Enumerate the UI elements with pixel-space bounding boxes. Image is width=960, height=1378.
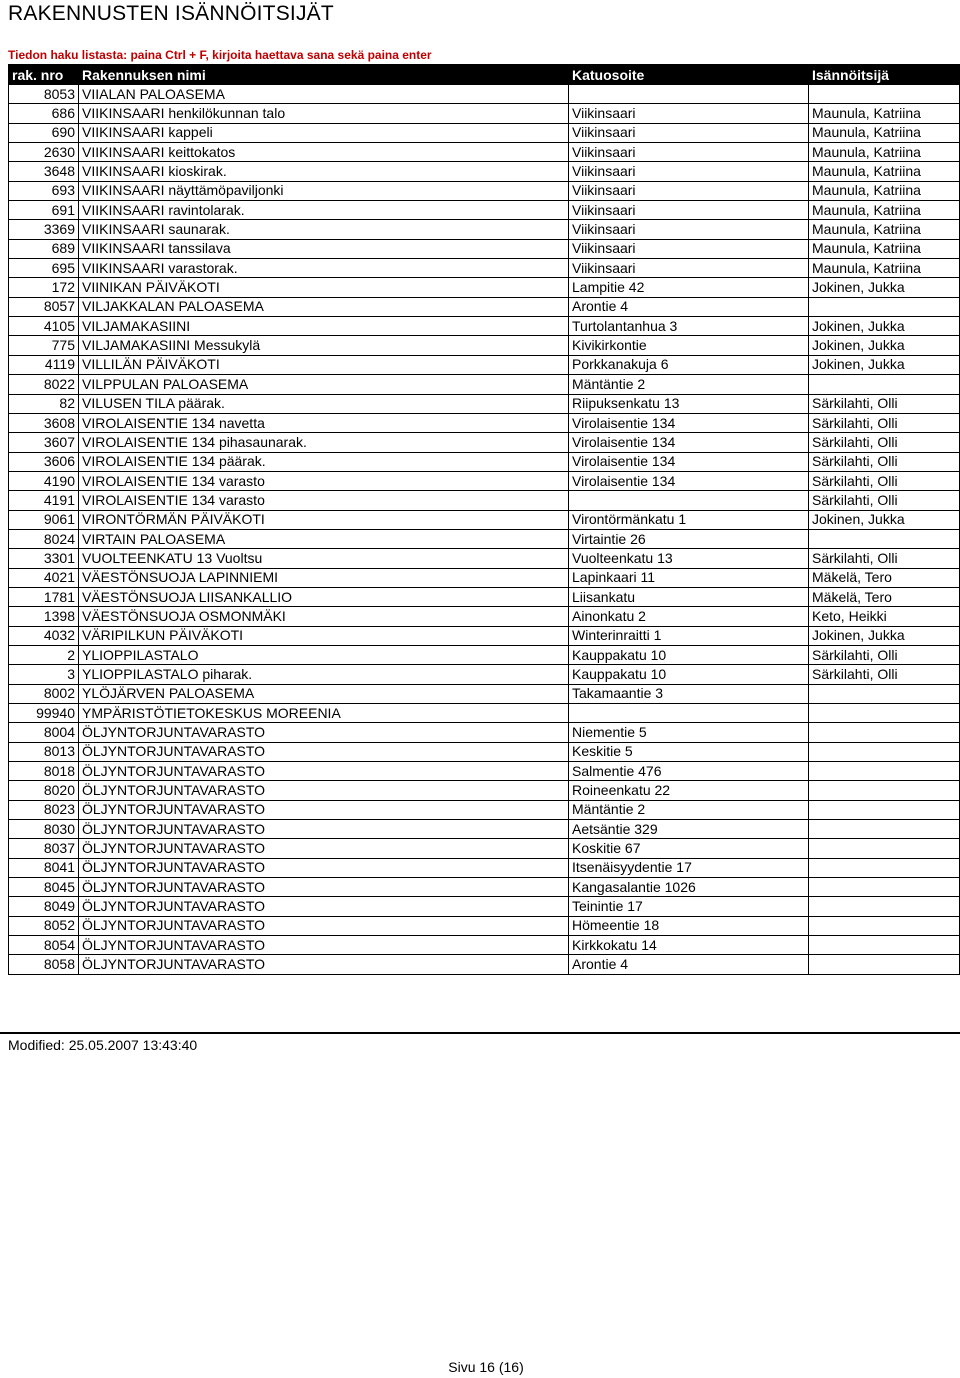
cell-rak-nro: 82 <box>9 394 79 413</box>
table-row <box>9 104 960 123</box>
cell-isannoitsija: Särkilahti, Olli <box>809 452 960 471</box>
cell-rak-nro: 4191 <box>9 491 79 510</box>
table-row <box>9 278 960 297</box>
cell-rak-nro: 4105 <box>9 317 79 336</box>
table-row <box>9 510 960 529</box>
cell-rakennuksen-nimi: VILJAMAKASIINI <box>79 317 569 336</box>
header-katuosoite: Katuosoite <box>569 65 809 85</box>
cell-isannoitsija <box>809 762 960 781</box>
cell-rakennuksen-nimi: VIIKINSAARI henkilökunnan talo <box>79 104 569 123</box>
cell-katuosoite: Takamaantie 3 <box>569 684 809 703</box>
cell-katuosoite: Viikinsaari <box>569 162 809 181</box>
cell-katuosoite: Winterinraitti 1 <box>569 626 809 645</box>
cell-rakennuksen-nimi: VÄESTÖNSUOJA LIISANKALLIO <box>79 587 569 606</box>
cell-rakennuksen-nimi: VIROLAISENTIE 134 navetta <box>79 413 569 432</box>
cell-isannoitsija: Keto, Heikki <box>809 607 960 626</box>
cell-katuosoite: Turtolantanhua 3 <box>569 317 809 336</box>
table-row <box>9 529 960 548</box>
table-row <box>9 587 960 606</box>
cell-isannoitsija: Jokinen, Jukka <box>809 317 960 336</box>
cell-isannoitsija: Särkilahti, Olli <box>809 413 960 432</box>
cell-katuosoite: Kirkkokatu 14 <box>569 936 809 955</box>
cell-katuosoite <box>569 704 809 723</box>
cell-isannoitsija <box>809 878 960 897</box>
cell-katuosoite: Mäntäntie 2 <box>569 375 809 394</box>
cell-rak-nro: 8041 <box>9 858 79 877</box>
cell-rak-nro: 689 <box>9 239 79 258</box>
table-row <box>9 936 960 955</box>
cell-rakennuksen-nimi: ÖLJYNTORJUNTAVARASTO <box>79 858 569 877</box>
table-row <box>9 471 960 490</box>
cell-katuosoite: Viikinsaari <box>569 181 809 200</box>
cell-isannoitsija <box>809 529 960 548</box>
cell-katuosoite: Lapinkaari 11 <box>569 568 809 587</box>
cell-katuosoite <box>569 491 809 510</box>
cell-rakennuksen-nimi: VIINIKAN PÄIVÄKOTI <box>79 278 569 297</box>
cell-katuosoite: Viikinsaari <box>569 259 809 278</box>
cell-rakennuksen-nimi: VIROLAISENTIE 134 varasto <box>79 491 569 510</box>
cell-katuosoite: Viikinsaari <box>569 201 809 220</box>
cell-katuosoite: Lampitie 42 <box>569 278 809 297</box>
cell-katuosoite: Virolaisentie 134 <box>569 433 809 452</box>
cell-rakennuksen-nimi: YLÖJÄRVEN PALOASEMA <box>79 684 569 703</box>
cell-katuosoite: Riipuksenkatu 13 <box>569 394 809 413</box>
cell-rak-nro: 3608 <box>9 413 79 432</box>
table-row <box>9 684 960 703</box>
table-row <box>9 162 960 181</box>
cell-rakennuksen-nimi: ÖLJYNTORJUNTAVARASTO <box>79 936 569 955</box>
buildings-table <box>8 64 960 975</box>
table-row <box>9 897 960 916</box>
cell-isannoitsija: Maunula, Katriina <box>809 259 960 278</box>
cell-isannoitsija <box>809 897 960 916</box>
cell-katuosoite: Virolaisentie 134 <box>569 413 809 432</box>
cell-katuosoite: Hömeentie 18 <box>569 916 809 935</box>
cell-rak-nro: 686 <box>9 104 79 123</box>
cell-rakennuksen-nimi: VIIKINSAARI keittokatos <box>79 143 569 162</box>
cell-rak-nro: 690 <box>9 123 79 142</box>
table-row <box>9 259 960 278</box>
page-number: Sivu 16 (16) <box>448 1359 524 1375</box>
cell-isannoitsija: Jokinen, Jukka <box>809 278 960 297</box>
table-row <box>9 781 960 800</box>
cell-isannoitsija: Särkilahti, Olli <box>809 665 960 684</box>
cell-rak-nro: 8018 <box>9 762 79 781</box>
table-row <box>9 704 960 723</box>
table-row <box>9 297 960 316</box>
cell-katuosoite: Virolaisentie 134 <box>569 471 809 490</box>
cell-rak-nro: 693 <box>9 181 79 200</box>
cell-rakennuksen-nimi: ÖLJYNTORJUNTAVARASTO <box>79 762 569 781</box>
cell-isannoitsija <box>809 916 960 935</box>
cell-isannoitsija <box>809 820 960 839</box>
cell-isannoitsija: Särkilahti, Olli <box>809 549 960 568</box>
table-row <box>9 433 960 452</box>
table-body <box>9 85 960 975</box>
cell-rakennuksen-nimi: VIIKINSAARI kappeli <box>79 123 569 142</box>
table-row <box>9 916 960 935</box>
cell-rakennuksen-nimi: VILJAMAKASIINI Messukylä <box>79 336 569 355</box>
table-header-row <box>9 65 960 85</box>
cell-rak-nro: 8004 <box>9 723 79 742</box>
cell-rak-nro: 3606 <box>9 452 79 471</box>
cell-rakennuksen-nimi: YMPÄRISTÖTIETOKESKUS MOREENIA <box>79 704 569 723</box>
cell-rak-nro: 4119 <box>9 355 79 374</box>
search-instruction: Tiedon haku listasta: paina Ctrl + F, kirjoita haettava sana sekä paina enter <box>8 48 432 62</box>
table-row <box>9 201 960 220</box>
cell-katuosoite: Liisankatu <box>569 587 809 606</box>
cell-katuosoite: Kauppakatu 10 <box>569 665 809 684</box>
table-row <box>9 143 960 162</box>
cell-isannoitsija <box>809 85 960 104</box>
cell-rak-nro: 8049 <box>9 897 79 916</box>
cell-rak-nro: 8057 <box>9 297 79 316</box>
table-row <box>9 665 960 684</box>
table-row <box>9 626 960 645</box>
table-row <box>9 85 960 104</box>
table-row <box>9 762 960 781</box>
cell-katuosoite: Ainonkatu 2 <box>569 607 809 626</box>
table-row <box>9 858 960 877</box>
cell-rak-nro: 1781 <box>9 587 79 606</box>
cell-rakennuksen-nimi: VIRONTÖRMÄN PÄIVÄKOTI <box>79 510 569 529</box>
cell-rakennuksen-nimi: VILUSEN TILA päärak. <box>79 394 569 413</box>
cell-rakennuksen-nimi: VIIKINSAARI varastorak. <box>79 259 569 278</box>
cell-rak-nro: 8030 <box>9 820 79 839</box>
cell-isannoitsija: Maunula, Katriina <box>809 239 960 258</box>
cell-rak-nro: 2630 <box>9 143 79 162</box>
cell-rakennuksen-nimi: VILJAKKALAN PALOASEMA <box>79 297 569 316</box>
header-rak-nro: rak. nro <box>9 65 79 85</box>
cell-katuosoite: Keskitie 5 <box>569 742 809 761</box>
table-row <box>9 839 960 858</box>
cell-rakennuksen-nimi: VÄESTÖNSUOJA LAPINNIEMI <box>79 568 569 587</box>
cell-rakennuksen-nimi: ÖLJYNTORJUNTAVARASTO <box>79 916 569 935</box>
cell-rak-nro: 172 <box>9 278 79 297</box>
cell-rakennuksen-nimi: YLIOPPILASTALO piharak. <box>79 665 569 684</box>
cell-katuosoite: Viikinsaari <box>569 123 809 142</box>
cell-isannoitsija: Maunula, Katriina <box>809 181 960 200</box>
cell-rakennuksen-nimi: VIROLAISENTIE 134 pihasaunarak. <box>79 433 569 452</box>
cell-rak-nro: 695 <box>9 259 79 278</box>
cell-rak-nro: 8053 <box>9 85 79 104</box>
header-rakennuksen-nimi: Rakennuksen nimi <box>79 65 569 85</box>
table-row <box>9 181 960 200</box>
cell-katuosoite: Virolaisentie 134 <box>569 452 809 471</box>
cell-rak-nro: 3607 <box>9 433 79 452</box>
cell-isannoitsija <box>809 375 960 394</box>
cell-isannoitsija: Maunula, Katriina <box>809 162 960 181</box>
cell-isannoitsija: Jokinen, Jukka <box>809 626 960 645</box>
cell-rakennuksen-nimi: VÄRIPILKUN PÄIVÄKOTI <box>79 626 569 645</box>
cell-katuosoite: Arontie 4 <box>569 297 809 316</box>
cell-rakennuksen-nimi: VIIALAN PALOASEMA <box>79 85 569 104</box>
table-row <box>9 645 960 664</box>
cell-rakennuksen-nimi: ÖLJYNTORJUNTAVARASTO <box>79 839 569 858</box>
cell-rakennuksen-nimi: VILLILÄN PÄIVÄKOTI <box>79 355 569 374</box>
cell-rakennuksen-nimi: YLIOPPILASTALO <box>79 645 569 664</box>
cell-rak-nro: 3648 <box>9 162 79 181</box>
cell-rakennuksen-nimi: ÖLJYNTORJUNTAVARASTO <box>79 742 569 761</box>
cell-rak-nro: 691 <box>9 201 79 220</box>
cell-katuosoite: Viikinsaari <box>569 143 809 162</box>
cell-rakennuksen-nimi: VIRTAIN PALOASEMA <box>79 529 569 548</box>
table-row <box>9 317 960 336</box>
cell-rak-nro: 775 <box>9 336 79 355</box>
cell-rak-nro: 8020 <box>9 781 79 800</box>
cell-isannoitsija: Jokinen, Jukka <box>809 336 960 355</box>
table-row <box>9 220 960 239</box>
table-row <box>9 723 960 742</box>
cell-rak-nro: 8054 <box>9 936 79 955</box>
cell-rak-nro: 8052 <box>9 916 79 935</box>
cell-rak-nro: 3 <box>9 665 79 684</box>
cell-isannoitsija: Maunula, Katriina <box>809 220 960 239</box>
cell-rak-nro: 4032 <box>9 626 79 645</box>
cell-rak-nro: 8045 <box>9 878 79 897</box>
cell-isannoitsija: Maunula, Katriina <box>809 104 960 123</box>
cell-isannoitsija: Maunula, Katriina <box>809 201 960 220</box>
cell-isannoitsija: Jokinen, Jukka <box>809 510 960 529</box>
table-row <box>9 452 960 471</box>
cell-rakennuksen-nimi: VIIKINSAARI näyttämöpaviljonki <box>79 181 569 200</box>
cell-isannoitsija: Särkilahti, Olli <box>809 471 960 490</box>
cell-isannoitsija: Särkilahti, Olli <box>809 491 960 510</box>
table-row <box>9 800 960 819</box>
page-title: RAKENNUSTEN ISÄNNÖITSIJÄT <box>8 2 334 25</box>
cell-katuosoite: Arontie 4 <box>569 955 809 974</box>
cell-rakennuksen-nimi: ÖLJYNTORJUNTAVARASTO <box>79 723 569 742</box>
table-row <box>9 568 960 587</box>
cell-rak-nro: 4190 <box>9 471 79 490</box>
cell-rak-nro: 8058 <box>9 955 79 974</box>
table-row <box>9 413 960 432</box>
cell-katuosoite: Teinintie 17 <box>569 897 809 916</box>
cell-rakennuksen-nimi: ÖLJYNTORJUNTAVARASTO <box>79 955 569 974</box>
cell-isannoitsija <box>809 955 960 974</box>
table-row <box>9 239 960 258</box>
cell-katuosoite: Virtaintie 26 <box>569 529 809 548</box>
cell-isannoitsija: Särkilahti, Olli <box>809 394 960 413</box>
cell-katuosoite: Kangasalantie 1026 <box>569 878 809 897</box>
table-row <box>9 355 960 374</box>
cell-rak-nro: 4021 <box>9 568 79 587</box>
cell-katuosoite: Kivikirkontie <box>569 336 809 355</box>
cell-isannoitsija: Mäkelä, Tero <box>809 568 960 587</box>
cell-rakennuksen-nimi: VIROLAISENTIE 134 varasto <box>79 471 569 490</box>
cell-katuosoite: Koskitie 67 <box>569 839 809 858</box>
cell-katuosoite: Viikinsaari <box>569 239 809 258</box>
cell-rakennuksen-nimi: ÖLJYNTORJUNTAVARASTO <box>79 820 569 839</box>
cell-rak-nro: 99940 <box>9 704 79 723</box>
table-row <box>9 742 960 761</box>
table-row <box>9 375 960 394</box>
cell-isannoitsija: Särkilahti, Olli <box>809 433 960 452</box>
cell-isannoitsija <box>809 742 960 761</box>
cell-rak-nro: 9061 <box>9 510 79 529</box>
cell-isannoitsija <box>809 684 960 703</box>
cell-rak-nro: 8037 <box>9 839 79 858</box>
table-row <box>9 820 960 839</box>
cell-katuosoite: Virontörmänkatu 1 <box>569 510 809 529</box>
table-row <box>9 607 960 626</box>
cell-rakennuksen-nimi: VÄESTÖNSUOJA OSMONMÄKI <box>79 607 569 626</box>
cell-rakennuksen-nimi: VIIKINSAARI ravintolarak. <box>79 201 569 220</box>
cell-katuosoite: Itsenäisyydentie 17 <box>569 858 809 877</box>
cell-katuosoite: Aetsäntie 329 <box>569 820 809 839</box>
cell-katuosoite: Roineenkatu 22 <box>569 781 809 800</box>
cell-katuosoite: Viikinsaari <box>569 104 809 123</box>
cell-katuosoite: Kauppakatu 10 <box>569 645 809 664</box>
cell-isannoitsija: Särkilahti, Olli <box>809 645 960 664</box>
cell-rakennuksen-nimi: ÖLJYNTORJUNTAVARASTO <box>79 800 569 819</box>
cell-isannoitsija: Maunula, Katriina <box>809 143 960 162</box>
cell-isannoitsija <box>809 839 960 858</box>
cell-katuosoite: Mäntäntie 2 <box>569 800 809 819</box>
table-row <box>9 955 960 974</box>
cell-isannoitsija <box>809 723 960 742</box>
header-isannoitsija: Isännöitsijä <box>809 65 960 85</box>
cell-rak-nro: 8002 <box>9 684 79 703</box>
cell-rak-nro: 1398 <box>9 607 79 626</box>
cell-rak-nro: 8013 <box>9 742 79 761</box>
cell-rakennuksen-nimi: VIROLAISENTIE 134 päärak. <box>79 452 569 471</box>
cell-isannoitsija <box>809 936 960 955</box>
cell-rak-nro: 3369 <box>9 220 79 239</box>
cell-rakennuksen-nimi: VIIKINSAARI kioskirak. <box>79 162 569 181</box>
cell-rakennuksen-nimi: ÖLJYNTORJUNTAVARASTO <box>79 878 569 897</box>
cell-isannoitsija <box>809 858 960 877</box>
table-row <box>9 549 960 568</box>
cell-katuosoite: Vuolteenkatu 13 <box>569 549 809 568</box>
cell-rakennuksen-nimi: VIIKINSAARI tanssilava <box>79 239 569 258</box>
table-row <box>9 123 960 142</box>
table-row <box>9 491 960 510</box>
cell-katuosoite: Viikinsaari <box>569 220 809 239</box>
cell-katuosoite: Niementie 5 <box>569 723 809 742</box>
table-row <box>9 878 960 897</box>
cell-isannoitsija <box>809 704 960 723</box>
table-row <box>9 336 960 355</box>
cell-isannoitsija: Jokinen, Jukka <box>809 355 960 374</box>
footer-divider <box>0 1032 960 1034</box>
cell-rak-nro: 8023 <box>9 800 79 819</box>
cell-isannoitsija <box>809 800 960 819</box>
cell-katuosoite: Salmentie 476 <box>569 762 809 781</box>
cell-isannoitsija: Maunula, Katriina <box>809 123 960 142</box>
cell-rakennuksen-nimi: ÖLJYNTORJUNTAVARASTO <box>79 897 569 916</box>
cell-rak-nro: 8024 <box>9 529 79 548</box>
cell-rakennuksen-nimi: ÖLJYNTORJUNTAVARASTO <box>79 781 569 800</box>
cell-rak-nro: 3301 <box>9 549 79 568</box>
modified-timestamp: Modified: 25.05.2007 13:43:40 <box>8 1037 198 1053</box>
cell-rak-nro: 8022 <box>9 375 79 394</box>
cell-rakennuksen-nimi: VILPPULAN PALOASEMA <box>79 375 569 394</box>
cell-katuosoite: Porkkanakuja 6 <box>569 355 809 374</box>
table-row <box>9 394 960 413</box>
cell-rakennuksen-nimi: VIIKINSAARI saunarak. <box>79 220 569 239</box>
cell-isannoitsija <box>809 781 960 800</box>
cell-rak-nro: 2 <box>9 645 79 664</box>
cell-rakennuksen-nimi: VUOLTEENKATU 13 Vuoltsu <box>79 549 569 568</box>
cell-isannoitsija <box>809 297 960 316</box>
cell-isannoitsija: Mäkelä, Tero <box>809 587 960 606</box>
cell-katuosoite <box>569 85 809 104</box>
